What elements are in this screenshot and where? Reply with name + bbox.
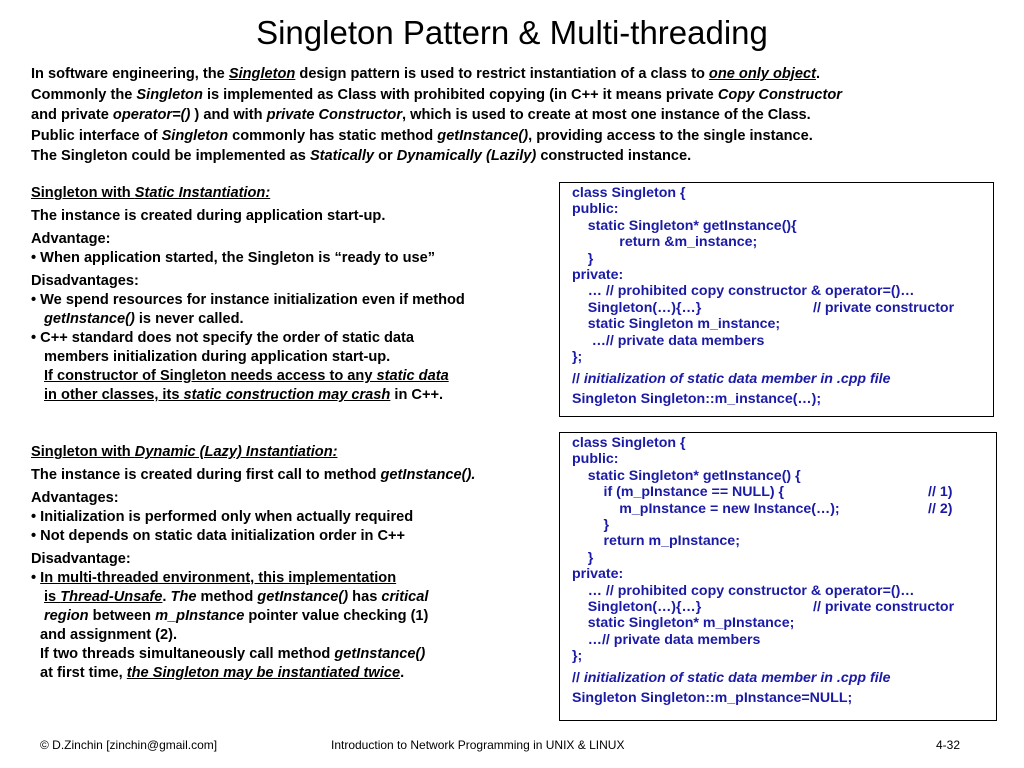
dynamic-section (31, 443, 556, 683)
intro-line-2: Commonly the Singleton is implemented as Class with prohibited copying (in C++ it means private Copy Constructor (31, 86, 842, 103)
footer-page-number: 4-32 (936, 738, 961, 752)
code-line: m_pInstance = new Instance(…); // 2) (572, 500, 953, 517)
static-dis-item-2-warning-cont: in other classes, its static construction may crash in C++. (44, 387, 444, 403)
code-line: if (m_pInstance == NULL) { // 1) (572, 484, 953, 501)
static-code-box (559, 182, 994, 417)
dynamic-dis-line-2: is Thread-Unsafe. The method getInstance() has critical (44, 589, 429, 605)
intro-line-4: Public interface of Singleton commonly has static method getInstance(), providing access to the single instance. (31, 127, 813, 144)
static-dis-label: Disadvantages: (31, 273, 139, 289)
ctor-comment: // private constructor (813, 598, 955, 615)
code-line: }; (572, 648, 583, 665)
static-dis-item-2-cont: members initialization during application start-up. (44, 349, 391, 365)
static-heading: Singleton with Static Instantiation: (31, 185, 271, 201)
code-line: class Singleton { (572, 435, 686, 451)
step-1-comment: // 1) (928, 484, 953, 501)
dynamic-dis-line-6: at first time, the Singleton may be instantiated twice. (40, 665, 405, 681)
init-comment: // initialization of static data member in .cpp file (572, 670, 891, 687)
dynamic-dis-line-5: If two threads simultaneously call method getInstance() (40, 646, 426, 662)
static-section (31, 184, 556, 405)
static-dis-item-2: • C++ standard does not specify the order of static data (31, 330, 415, 346)
footer-course: Introduction to Network Programming in UNIX & LINUX (331, 738, 625, 752)
code-line: public: (572, 201, 619, 218)
dynamic-adv-item-1: • Initialization is performed only when actually required (31, 509, 414, 525)
slide-title: Singleton Pattern & Multi-threading (256, 14, 768, 51)
code-line: } (572, 516, 610, 533)
code-line: }; (572, 348, 583, 365)
dynamic-adv-item-2: • Not depends on static data initialization order in C++ (31, 528, 406, 544)
dynamic-desc: The instance is created during first call to method getInstance(). (31, 467, 476, 483)
dynamic-dis-item: • In multi-threaded environment, this implementation (31, 570, 397, 586)
intro-paragraph (31, 64, 996, 167)
dynamic-dis-line-4: and assignment (2). (40, 627, 178, 643)
code-line: Singleton(…){…} // private constructor (572, 299, 955, 316)
static-dis-item-1: • We spend resources for instance initialization even if method (31, 292, 465, 308)
static-adv-item: • When application started, the Singleton is “ready to use” (31, 250, 436, 266)
intro-line-3: and private operator=() ) and with private Constructor, which is used to create at most one instance of the Class. (31, 107, 811, 123)
code-line: Singleton(…){…} // private constructor (572, 598, 955, 615)
code-line: class Singleton { (572, 185, 686, 201)
dynamic-code-footer (572, 668, 996, 708)
init-definition: Singleton Singleton::m_pInstance=NULL; (572, 690, 853, 707)
code-line: private: (572, 266, 624, 283)
init-comment: // initialization of static data member in .cpp file (572, 371, 891, 388)
code-line: static Singleton m_instance; (572, 316, 781, 333)
code-line: … // prohibited copy constructor & operator=()… (572, 283, 915, 300)
code-line: …// private data members (572, 631, 761, 648)
code-line: } (572, 250, 594, 267)
init-definition: Singleton Singleton::m_instance(…); (572, 391, 822, 408)
static-adv-label: Advantage: (31, 231, 111, 247)
code-line: static Singleton* getInstance(){ (572, 217, 797, 234)
intro-line-5: The Singleton could be implemented as Statically or Dynamically (Lazily) constructed instance. (31, 148, 692, 164)
code-line: private: (572, 566, 624, 583)
dynamic-adv-label: Advantages: (31, 490, 119, 506)
dynamic-dis-label: Disadvantage: (31, 551, 131, 567)
static-desc: The instance is created during application start-up. (31, 208, 386, 224)
dynamic-dis-line-3: region between m_pInstance pointer value checking (1) (44, 608, 429, 624)
dynamic-code-box (559, 432, 997, 721)
ctor-comment: // private constructor (813, 299, 955, 316)
step-2-comment: // 2) (928, 500, 953, 517)
dynamic-heading: Singleton with Dynamic (Lazy) Instantiation: (31, 444, 338, 460)
static-dis-item-1-cont: getInstance() is never called. (44, 311, 244, 327)
footer-author: © D.Zinchin [zinchin@gmail.com] (40, 738, 218, 752)
static-code-footer (572, 369, 993, 409)
static-dis-item-2-warning: If constructor of Singleton needs access to any static data (44, 368, 449, 384)
code-line: … // prohibited copy constructor & operator=()… (572, 582, 915, 599)
code-line: …// private data members (572, 332, 765, 349)
code-line: public: (572, 451, 619, 468)
intro-line-1: In software engineering, the Singleton design pattern is used to restrict instantiation of a class to one only object. (31, 66, 821, 82)
code-line: } (572, 549, 594, 566)
code-line: return &m_instance; (572, 234, 758, 251)
code-line: return m_pInstance; (572, 533, 740, 550)
code-line: static Singleton* getInstance() { (572, 467, 801, 484)
code-line: static Singleton* m_pInstance; (572, 615, 795, 632)
